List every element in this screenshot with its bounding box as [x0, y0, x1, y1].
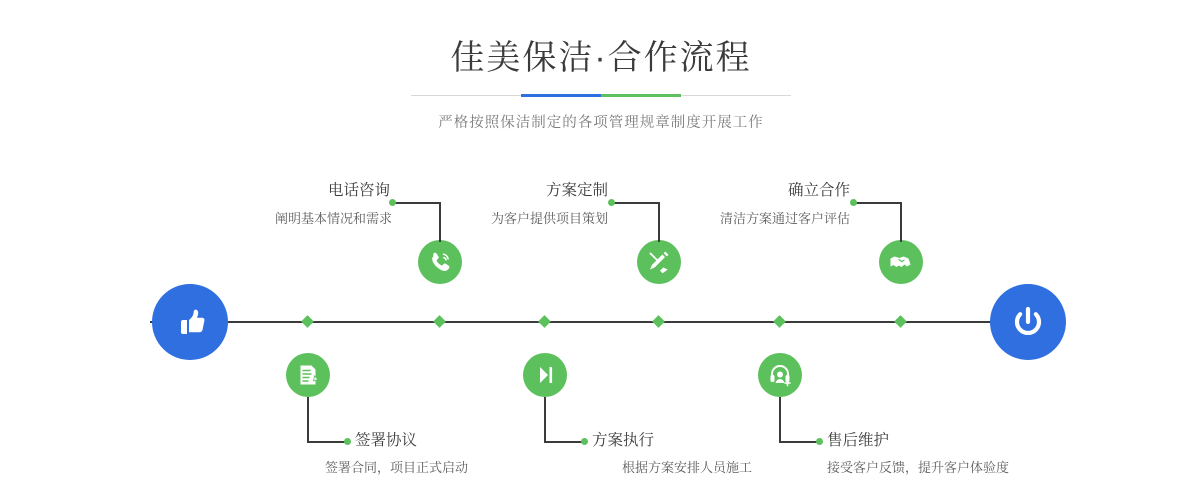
- step-title-3: 方案定制: [545, 182, 608, 199]
- step-desc-2: 签署合同，项目正式启动: [325, 460, 469, 475]
- connector-line-5-vertical: [900, 202, 902, 242]
- step-node-1[interactable]: [418, 240, 462, 284]
- start-endpoint: [152, 284, 228, 360]
- step-desc-6: 接受客户反馈，提升客户体验度: [827, 460, 1010, 475]
- connector-line-4-horizontal: [544, 441, 584, 443]
- axis-marker-2: [301, 315, 314, 328]
- connector-dot-3: [608, 199, 615, 206]
- pencil-ruler-icon: [646, 249, 672, 275]
- connector-line-4-vertical: [544, 397, 546, 443]
- step-desc-1: 阐明基本情况和需求: [274, 211, 392, 226]
- axis-marker-5: [894, 315, 907, 328]
- step-title-1: 电话咨询: [327, 182, 390, 199]
- step-desc-4: 根据方案安排人员施工: [622, 460, 753, 475]
- page-subtitle: 严格按照保洁制定的各项管理规章制度开展工作: [438, 115, 764, 131]
- axis-marker-6: [773, 315, 786, 328]
- step-desc-wrap-2: [325, 455, 468, 479]
- step-desc-wrap-6: [827, 455, 1009, 479]
- power-icon: [1008, 302, 1048, 342]
- step-desc-wrap-1: [180, 206, 392, 230]
- handshake-icon: [888, 249, 914, 275]
- connector-line-6-horizontal: [779, 441, 819, 443]
- step-label-5: [712, 180, 850, 202]
- connector-line-6-vertical: [779, 397, 781, 443]
- step-title-5: 确立合作: [787, 182, 850, 199]
- step-node-4[interactable]: [523, 353, 567, 397]
- phone-call-icon: [427, 249, 453, 275]
- title-divider: [411, 94, 791, 97]
- timeline-axis: [150, 321, 1050, 323]
- connector-dot-2: [344, 438, 351, 445]
- step-desc-wrap-5: [640, 206, 850, 230]
- step-node-5[interactable]: [879, 240, 923, 284]
- step-node-3[interactable]: [637, 240, 681, 284]
- axis-marker-1: [433, 315, 446, 328]
- axis-marker-4: [538, 315, 551, 328]
- step-label-1: [250, 180, 390, 202]
- connector-dot-6: [816, 438, 823, 445]
- axis-marker-3: [652, 315, 665, 328]
- step-desc-5: 清洁方案通过客户评估: [719, 211, 850, 226]
- connector-dot-5: [850, 199, 857, 206]
- step-label-4: [592, 430, 654, 452]
- step-title-4: 方案执行: [592, 432, 655, 449]
- step-node-6[interactable]: [758, 353, 802, 397]
- step-desc-wrap-4: [622, 455, 752, 479]
- step-label-6: [827, 430, 889, 452]
- step-title-6: 售后维护: [827, 432, 890, 449]
- headset-support-icon: [767, 362, 793, 388]
- divider-line-blue: [521, 94, 601, 97]
- connector-line-5-horizontal: [853, 202, 901, 204]
- step-desc-wrap-3: [400, 206, 608, 230]
- timeline: [0, 150, 1202, 502]
- step-node-2[interactable]: [286, 353, 330, 397]
- step-desc-3: 为客户提供项目策划: [490, 211, 608, 226]
- step-title-2: 签署协议: [355, 432, 418, 449]
- connector-line-1-horizontal: [392, 202, 440, 204]
- page-title: 佳美保洁·合作流程: [450, 39, 752, 77]
- divider-line-green: [601, 94, 681, 97]
- connector-line-3-horizontal: [611, 202, 659, 204]
- connector-dot-4: [581, 438, 588, 445]
- step-label-3: [470, 180, 608, 202]
- connector-line-2-horizontal: [307, 441, 347, 443]
- header: [0, 0, 1202, 132]
- play-forward-icon: [532, 362, 558, 388]
- step-label-2: [355, 430, 417, 452]
- connector-dot-1: [389, 199, 396, 206]
- connector-line-2-vertical: [307, 397, 309, 443]
- document-edit-icon: [295, 362, 321, 388]
- end-endpoint: [990, 284, 1066, 360]
- thumbs-up-icon: [170, 302, 210, 342]
